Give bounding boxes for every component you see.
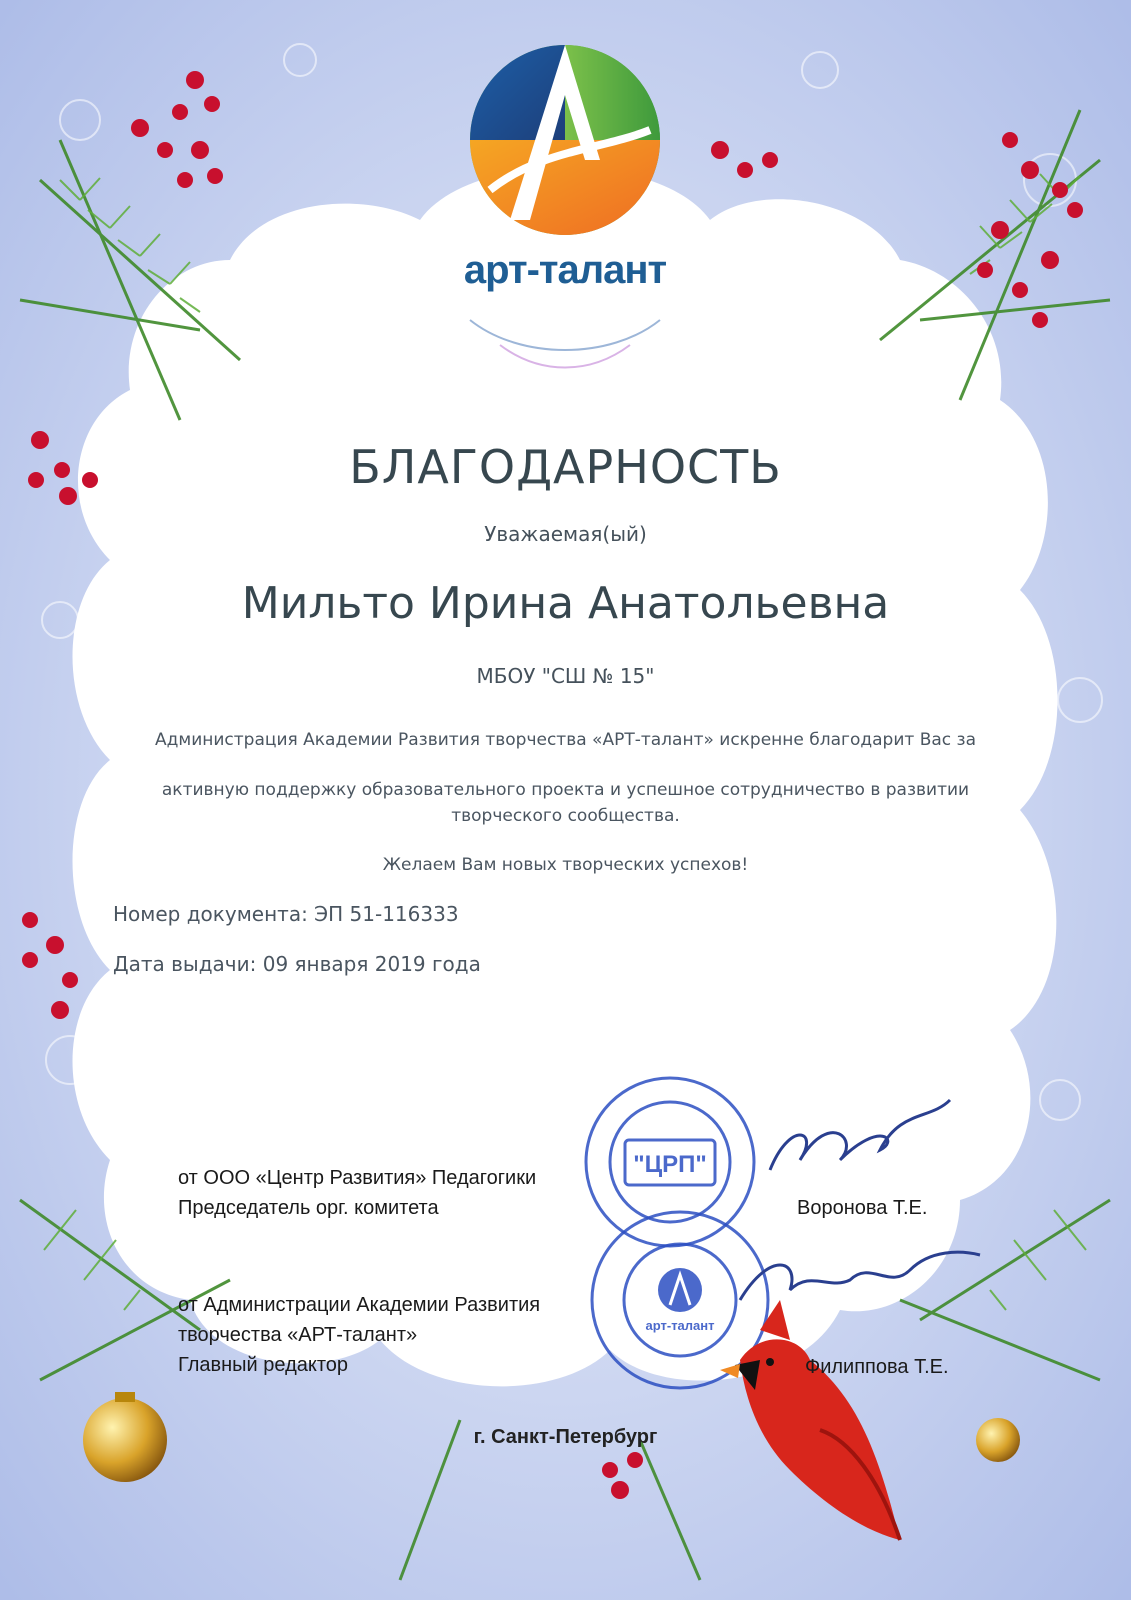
- document-number: Номер документа: ЭП 51-116333: [113, 902, 459, 926]
- greeting: Уважаемая(ый): [484, 522, 647, 546]
- stamp-crp-text: "ЦРП": [633, 1151, 707, 1178]
- signature-1-name: Воронова Т.Е.: [797, 1197, 928, 1219]
- logo-emblem: [470, 45, 660, 235]
- signature-2-name: Филиппова Т.Е.: [805, 1356, 949, 1378]
- wish-text: Желаем Вам новых творческих успехов!: [382, 855, 749, 875]
- signature-2-line-3: Главный редактор: [178, 1354, 349, 1376]
- issue-date: Дата выдачи: 09 января 2019 года: [113, 952, 481, 976]
- signature-1-line-2: Председатель орг. комитета: [178, 1197, 439, 1219]
- certificate-title: БЛАГОДАРНОСТЬ: [349, 440, 782, 494]
- body-line-1: Администрация Академии Развития творчества «АРТ-талант» искренне благодарит Вас за: [155, 730, 976, 750]
- svg-text:арт-талант: арт-талант: [645, 1318, 715, 1333]
- signature-2-line-2: творчества «АРТ-талант»: [178, 1324, 418, 1346]
- signature-1-line-1: от ООО «Центр Развития» Педагогики: [178, 1167, 537, 1189]
- body-line-3: творческого сообщества.: [451, 806, 680, 826]
- body-line-2: активную поддержку образовательного проекта и успешное сотрудничество в развитии: [161, 780, 970, 800]
- signature-2-line-1: от Администрации Академии Развития: [178, 1294, 541, 1316]
- logo-text: арт-талант: [463, 248, 667, 292]
- recipient-name: Мильто Ирина Анатольевна: [241, 578, 890, 629]
- recipient-organization: МБОУ "СШ № 15": [476, 664, 655, 688]
- city: г. Санкт-Петербург: [473, 1426, 658, 1448]
